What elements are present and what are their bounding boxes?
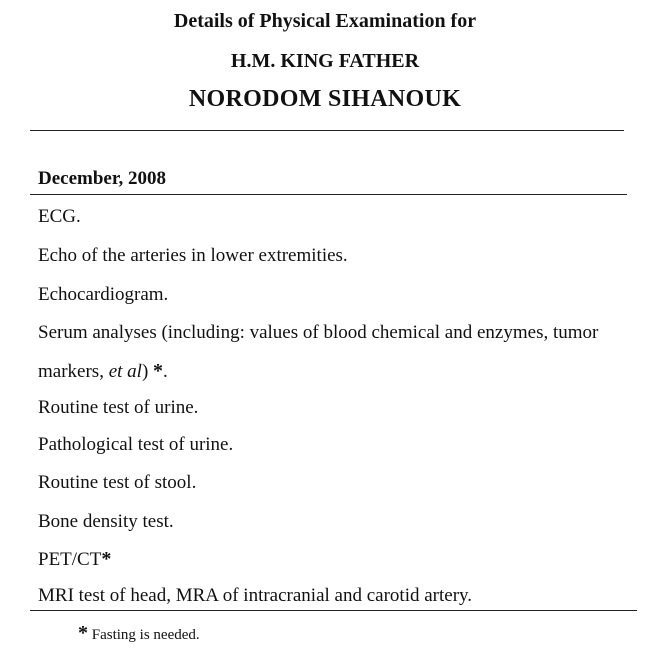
pet-ct-text: PET/CT: [38, 549, 102, 570]
header-divider: [30, 130, 624, 131]
exam-item-artery-echo: Echo of the arteries in lower extremities.: [38, 245, 348, 266]
fasting-asterisk: *: [153, 360, 164, 382]
footnote: [78, 622, 200, 645]
subject-name: NORODOM SIHANOUK: [188, 86, 462, 112]
footnote-asterisk: *: [78, 622, 88, 644]
exam-item-serum-analyses: [38, 313, 628, 391]
footnote-text: Fasting is needed.: [91, 627, 200, 643]
exam-item-pet-ct: [38, 548, 111, 571]
date-divider: [30, 194, 627, 195]
serum-analyses-period: .: [163, 361, 168, 382]
document-title: Details of Physical Examination for: [173, 10, 477, 32]
exam-item-routine-stool: Routine test of stool.: [38, 472, 197, 493]
exam-item-routine-urine: Routine test of urine.: [38, 397, 199, 418]
exam-date: December, 2008: [38, 168, 167, 189]
list-bottom-divider: [30, 610, 637, 611]
exam-item-ecg: ECG.: [38, 206, 81, 227]
fasting-asterisk: *: [101, 548, 112, 570]
exam-item-pathological-urine: Pathological test of urine.: [38, 434, 234, 455]
serum-analyses-text: Serum analyses (including: values of blood chemical and enzymes, tumor markers,: [38, 322, 599, 382]
exam-item-echocardiogram: Echocardiogram.: [38, 284, 169, 305]
serum-analyses-italic: et al: [108, 361, 142, 382]
exam-item-bone-density: Bone density test.: [38, 511, 174, 532]
exam-item-mri-mra: MRI test of head, MRA of intracranial and carotid artery.: [38, 585, 473, 606]
subject-honorific: H.M. KING FATHER: [230, 50, 420, 72]
serum-analyses-close-paren: ): [141, 361, 149, 382]
